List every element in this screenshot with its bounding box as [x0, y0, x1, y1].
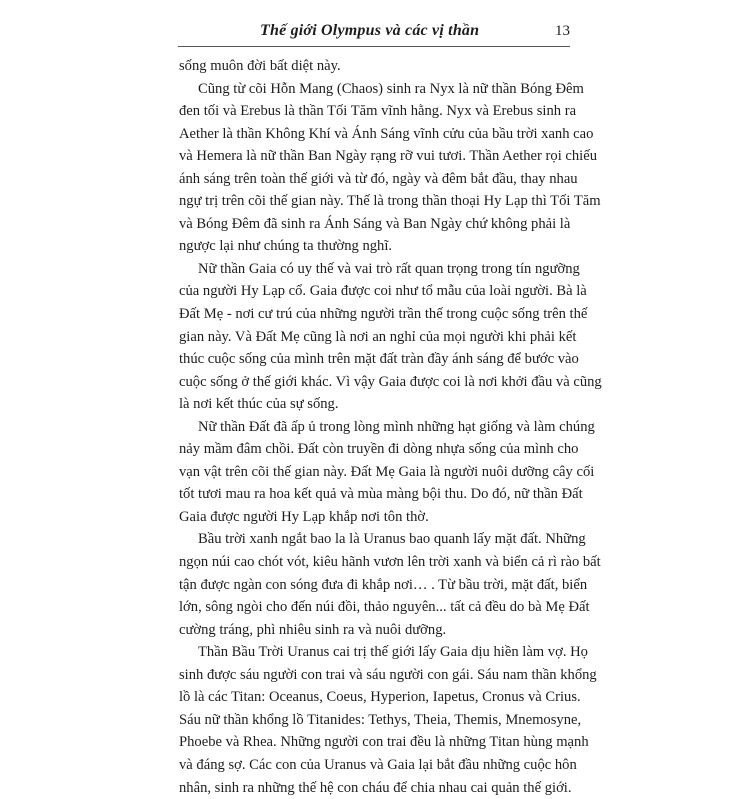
text-line: Aether là thần Không Khí và Ánh Sáng vĩnh cửu của bầu trời xanh cao: [179, 123, 570, 146]
text-line: tận được ngàn con sóng đưa đi khắp nơi… . Từ bầu trời, mặt đất, biển: [179, 574, 570, 597]
text-line: lớn, sông ngòi cho đến núi đồi, thảo nguyên... tất cả đều do bà Mẹ Đất: [179, 596, 570, 619]
text-line: lồ là các Titan: Oceanus, Coeus, Hyperion, Iapetus, Cronus và Crius.: [179, 686, 570, 709]
text-line: và đáng sợ. Các con của Uranus và Gaia lại bắt đầu những cuộc hôn: [179, 754, 570, 777]
text-line: của người Hy Lạp cổ. Gaia được coi như tổ mẫu của loài người. Bà là: [179, 280, 570, 303]
text-line: sinh được sáu người con trai và sáu người con gái. Sáu nam thần khổng: [179, 664, 570, 687]
text-line: thúc cuộc sống của mình trên mặt đất tràn đầy ánh sáng để bước vào: [179, 348, 570, 371]
text-line: Nữ thần Đất đã ấp ủ trong lòng mình những hạt giống và làm chúng: [179, 416, 570, 439]
text-line: Bầu trời xanh ngắt bao la là Uranus bao quanh lấy mặt đất. Những: [179, 528, 570, 551]
text-line: ngự trị trên cõi thế gian này. Thế là trong thần thoại Hy Lạp thì Tối Tăm: [179, 190, 570, 213]
text-line: vạn vật trên cõi thế gian này. Đất Mẹ Gaia là người nuôi dưỡng cây cối: [179, 461, 570, 484]
text-line: Cũng từ cõi Hỗn Mang (Chaos) sinh ra Nyx là nữ thần Bóng Đêm: [179, 78, 570, 101]
page-header: [178, 22, 570, 44]
text-line: Sáu nữ thần khổng lồ Titanides: Tethys, Theia, Themis, Mnemosyne,: [179, 709, 570, 732]
text-line: cường tráng, phì nhiêu sinh ra và nuôi dưỡng.: [179, 619, 570, 642]
text-line: Nữ thần Gaia có uy thế và vai trò rất quan trọng trong tín ngưỡng: [179, 258, 570, 281]
text-line: cuộc sống ở thế giới khác. Vì vậy Gaia được coi là nơi khởi đầu và cũng: [179, 371, 570, 394]
text-line: ánh sáng trên toàn thế giới và từ đó, ngày và đêm bắt đầu, thay nhau: [179, 168, 570, 191]
text-line: và Hemera là nữ thần Ban Ngày rạng rỡ vui tươi. Thần Aether rọi chiếu: [179, 145, 570, 168]
text-line: Gaia được người Hy Lạp khắp nơi tôn thờ.: [179, 506, 570, 529]
page-number: 13: [555, 23, 570, 40]
text-line: tốt tươi mau ra hoa kết quả và mùa màng bội thu. Do đó, nữ thần Đất: [179, 483, 570, 506]
text-line: Phoebe và Rhea. Những người con trai đều là những Titan hùng mạnh: [179, 731, 570, 754]
text-line: đen tối và Erebus là thần Tối Tăm vĩnh hằng. Nyx và Erebus sinh ra: [179, 100, 570, 123]
text-line: gian này. Và Đất Mẹ cũng là nơi an nghỉ của mọi người khi phải kết: [179, 326, 570, 349]
body-text: [179, 55, 570, 799]
running-title: Thế giới Olympus và các vị thần: [260, 22, 479, 40]
text-line: nhân, sinh ra những thế hệ con cháu để chia nhau cai quản thế giới.: [179, 777, 570, 799]
text-line: sống muôn đời bất diệt này.: [179, 55, 570, 78]
text-line: nảy mầm đâm chồi. Đất còn truyền đi dòng nhựa sống của mình cho: [179, 438, 570, 461]
text-line: Đất Mẹ - nơi cư trú của những người trần thế trong cuộc sống trên thế: [179, 303, 570, 326]
text-line: ngọn núi cao chót vót, kiêu hãnh vươn lên trời xanh và biển cả rì rào bất: [179, 551, 570, 574]
text-line: ngược lại như chúng ta thường nghĩ.: [179, 235, 570, 258]
text-line: và Bóng Đêm đã sinh ra Ánh Sáng và Ban Ngày chứ không phải là: [179, 213, 570, 236]
header-rule: [178, 46, 570, 47]
text-line: là nơi kết thúc của sự sống.: [179, 393, 570, 416]
text-line: Thần Bầu Trời Uranus cai trị thế giới lấy Gaia dịu hiền làm vợ. Họ: [179, 641, 570, 664]
